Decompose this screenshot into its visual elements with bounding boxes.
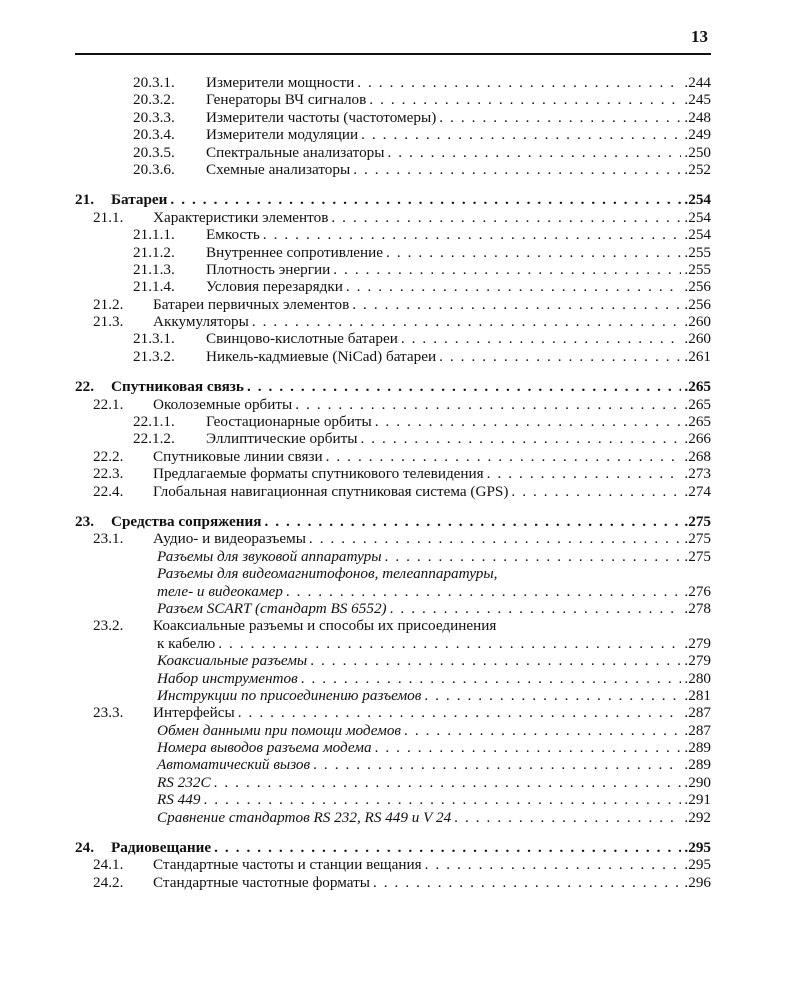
toc-entry-page: .249 <box>684 126 711 144</box>
toc-chapter-entry <box>75 513 711 530</box>
toc-entry <box>75 565 711 582</box>
toc-chapter-entry <box>75 191 711 208</box>
toc-entry-title: Инструкции по присоединению разъемов <box>157 686 422 704</box>
toc-entry-title: Батареи <box>111 191 168 209</box>
dot-leader <box>214 839 681 856</box>
dot-leader <box>286 583 682 600</box>
toc-entry <box>75 296 711 313</box>
toc-entry-title: Внутреннее сопротивление <box>206 243 384 261</box>
dot-leader <box>310 652 681 669</box>
toc-entry-page: .295 <box>684 839 711 857</box>
dot-leader <box>487 465 682 482</box>
toc-entry-number: 21.1.2. <box>133 243 175 261</box>
toc-entry <box>75 244 711 261</box>
toc-entry-number: 23.3. <box>93 704 124 722</box>
toc-entry <box>75 209 711 226</box>
dot-leader <box>170 191 681 208</box>
toc-entry-title: Измерители частоты (частотомеры) <box>206 108 437 126</box>
page-number: 13 <box>691 27 708 46</box>
toc-entry-page: .244 <box>684 74 711 91</box>
toc-entry-number: 23. <box>75 512 94 530</box>
toc-entry-page: .280 <box>684 669 711 687</box>
toc-entry-title: Спектральные анализаторы <box>206 143 385 161</box>
toc-entry-page: .265 <box>684 378 711 396</box>
toc-entry-title: Измерители мощности <box>206 74 355 91</box>
toc-entry-number: 20.3.5. <box>133 143 175 161</box>
toc-entry-number: 22. <box>75 378 94 396</box>
dot-leader <box>424 687 681 704</box>
toc-entry-page: .266 <box>684 430 711 448</box>
toc-entry <box>75 874 711 891</box>
dot-leader <box>263 226 682 243</box>
toc-entry-title: Плотность энергии <box>206 260 331 278</box>
toc-entry <box>75 739 711 756</box>
dot-leader <box>331 209 681 226</box>
toc-entry <box>75 704 711 721</box>
dot-leader <box>439 109 681 126</box>
toc-entry-title: Разъем SCART (стандарт BS 6552) <box>157 599 387 617</box>
toc-entry-page: .261 <box>684 347 711 365</box>
toc-entry-title: Схемные анализаторы <box>206 160 351 178</box>
toc-entry <box>75 548 711 565</box>
toc-entry-page: .287 <box>684 704 711 722</box>
dot-leader <box>333 261 681 278</box>
toc-entry-number: 21.1.3. <box>133 260 175 278</box>
toc-entry-number: 23.2. <box>93 617 124 635</box>
toc-entry-page: .291 <box>684 791 711 809</box>
dot-leader <box>401 330 682 347</box>
toc-entry-page: .265 <box>684 413 711 431</box>
toc-entry-number: 22.3. <box>93 465 124 483</box>
toc-entry-number: 22.1.2. <box>133 430 175 448</box>
toc-entry-page: .268 <box>684 447 711 465</box>
toc-entry-title: Автоматический вызов <box>157 756 311 774</box>
toc-entry-page: .281 <box>684 686 711 704</box>
toc-entry-title: Радиовещание <box>111 839 212 857</box>
toc-entry-number: 22.4. <box>93 482 124 500</box>
toc-entry <box>75 226 711 243</box>
toc-entry-title: Глобальная навигационная спутниковая система (GPS) <box>153 482 509 500</box>
toc-entry <box>75 261 711 278</box>
dot-leader <box>454 809 681 826</box>
toc-entry-page: .255 <box>684 260 711 278</box>
toc-entry-title: Коаксиальные разъемы и способы их присоединения <box>153 617 497 635</box>
toc-entry <box>75 109 711 126</box>
dot-leader <box>357 74 681 91</box>
toc-entry-title: Обмен данными при помощи модемов <box>157 721 402 739</box>
toc-entry <box>75 330 711 347</box>
section-gap <box>75 178 711 191</box>
toc-entry-title: Свинцово-кислотные батареи <box>206 330 398 348</box>
dot-leader <box>386 244 681 261</box>
dot-leader <box>360 430 681 447</box>
toc-entry <box>75 430 711 447</box>
dot-leader <box>247 378 681 395</box>
toc-chapter-entry <box>75 839 711 856</box>
dot-leader <box>353 161 681 178</box>
toc-entry-page: .252 <box>684 160 711 178</box>
toc-entry-page: .275 <box>684 547 711 565</box>
dot-leader <box>238 704 682 721</box>
toc-entry-title: Предлагаемые форматы спутникового телевидения <box>153 465 484 483</box>
toc-entry-page: .273 <box>684 465 711 483</box>
toc-entry <box>75 774 711 791</box>
section-gap <box>75 826 711 839</box>
toc-entry-page: .292 <box>684 808 711 826</box>
toc-entry-title: Коаксиальные разъемы <box>157 652 308 670</box>
toc-entry-title: Набор инструментов <box>157 669 298 687</box>
dot-leader <box>361 126 681 143</box>
toc-entry <box>75 722 711 739</box>
dot-leader <box>387 144 681 161</box>
toc-entry-number: 20.3.4. <box>133 126 175 144</box>
toc-entry <box>75 530 711 547</box>
toc-entry-title: к кабелю <box>157 634 216 652</box>
dot-leader <box>385 548 682 565</box>
toc-entry-title: Стандартные частоты и станции вещания <box>153 856 422 874</box>
toc-entry <box>75 144 711 161</box>
dot-leader <box>203 791 681 808</box>
toc-entry-page: .256 <box>684 295 711 313</box>
toc-entry <box>75 161 711 178</box>
table-of-contents <box>75 74 711 891</box>
toc-entry-page: .278 <box>684 599 711 617</box>
dot-leader <box>264 513 681 530</box>
toc-entry-page: .255 <box>684 243 711 261</box>
toc-entry-title: RS 449 <box>157 791 201 809</box>
toc-entry-page: .254 <box>684 191 711 209</box>
toc-entry-title: Условия перезарядки <box>206 278 343 296</box>
toc-entry-title: Генераторы ВЧ сигналов <box>206 91 367 109</box>
dot-leader <box>218 635 681 652</box>
dot-leader <box>375 739 682 756</box>
toc-entry-title: Сравнение стандартов RS 232, RS 449 и V 24 <box>157 808 452 826</box>
toc-entry-page: .265 <box>684 395 711 413</box>
dot-leader <box>214 774 682 791</box>
toc-entry-title: Спутниковые линии связи <box>153 447 323 465</box>
toc-entry <box>75 448 711 465</box>
toc-entry-page: .256 <box>684 278 711 296</box>
toc-entry-title: теле- и видеокамер <box>157 582 283 600</box>
toc-entry-title: Спутниковая связь <box>111 378 244 396</box>
toc-entry <box>75 483 711 500</box>
toc-entry <box>75 791 711 808</box>
toc-entry-title: Аккумуляторы <box>153 313 249 331</box>
toc-entry-title: Номера выводов разъема модема <box>157 739 372 757</box>
toc-entry-number: 24. <box>75 839 94 857</box>
toc-entry-title: Разъемы для видеомагнитофонов, телеаппаратуры, <box>157 565 498 583</box>
toc-entry <box>75 313 711 330</box>
toc-entry-title: Стандартные частотные форматы <box>153 873 370 891</box>
toc-entry-number: 21.3.1. <box>133 330 175 348</box>
toc-entry <box>75 74 711 91</box>
dot-leader <box>313 756 681 773</box>
toc-entry-title: Никель-кадмиевые (NiCad) батареи <box>206 347 437 365</box>
toc-entry-page: .254 <box>684 226 711 244</box>
section-gap <box>75 365 711 378</box>
toc-entry-page: .274 <box>684 482 711 500</box>
toc-entry-title: Характеристики элементов <box>153 208 329 226</box>
toc-entry <box>75 635 711 652</box>
toc-entry <box>75 126 711 143</box>
dot-leader <box>346 278 682 295</box>
toc-entry-number: 21.3. <box>93 313 124 331</box>
toc-entry-page: .289 <box>684 756 711 774</box>
toc-entry <box>75 348 711 365</box>
toc-entry-number: 20.3.6. <box>133 160 175 178</box>
toc-entry <box>75 652 711 669</box>
toc-entry-title: Средства сопряжения <box>111 512 262 530</box>
toc-entry <box>75 583 711 600</box>
toc-entry-title: Емкость <box>206 226 260 244</box>
toc-entry-title: Околоземные орбиты <box>153 395 293 413</box>
dot-leader <box>352 296 681 313</box>
toc-entry <box>75 756 711 773</box>
section-gap <box>75 500 711 513</box>
dot-leader <box>326 448 682 465</box>
toc-entry-page: .248 <box>684 108 711 126</box>
toc-entry-page: .289 <box>684 739 711 757</box>
toc-entry <box>75 687 711 704</box>
toc-entry-title: Батареи первичных элементов <box>153 295 350 313</box>
header-rule <box>75 53 711 55</box>
toc-entry <box>75 465 711 482</box>
toc-entry <box>75 600 711 617</box>
dot-leader <box>511 483 681 500</box>
toc-entry-number: 24.2. <box>93 873 124 891</box>
toc-entry-page: .260 <box>684 330 711 348</box>
dot-leader <box>252 313 682 330</box>
toc-entry-page: .279 <box>684 634 711 652</box>
dot-leader <box>390 600 682 617</box>
toc-entry-page: .276 <box>684 582 711 600</box>
toc-entry-title: Эллиптические орбиты <box>206 430 358 448</box>
toc-entry-number: 22.1.1. <box>133 413 175 431</box>
toc-entry <box>75 809 711 826</box>
toc-chapter-entry <box>75 378 711 395</box>
toc-entry-page: .250 <box>684 143 711 161</box>
dot-leader <box>375 413 682 430</box>
dot-leader <box>373 874 681 891</box>
toc-entry <box>75 670 711 687</box>
toc-entry-title: Интерфейсы <box>153 704 235 722</box>
toc-entry-number: 21.1. <box>93 208 124 226</box>
toc-entry-number: 22.2. <box>93 447 124 465</box>
dot-leader <box>404 722 681 739</box>
toc-entry-title: Аудио- и видеоразъемы <box>153 530 306 548</box>
toc-entry-number: 20.3.3. <box>133 108 175 126</box>
toc-entry-number: 21.1.1. <box>133 226 175 244</box>
toc-entry <box>75 396 711 413</box>
dot-leader <box>425 856 682 873</box>
dot-leader <box>301 670 682 687</box>
toc-entry-number: 23.1. <box>93 530 124 548</box>
dot-leader <box>295 396 681 413</box>
toc-entry-page: .287 <box>684 721 711 739</box>
dot-leader <box>309 530 682 547</box>
toc-entry-page: .275 <box>684 530 711 548</box>
toc-entry <box>75 856 711 873</box>
toc-entry <box>75 617 711 634</box>
toc-entry-title: Измерители модуляции <box>206 126 359 144</box>
toc-entry-number: 20.3.1. <box>133 74 175 91</box>
toc-entry-number: 22.1. <box>93 395 124 413</box>
toc-entry-page: .254 <box>684 208 711 226</box>
dot-leader <box>439 348 681 365</box>
toc-entry-page: .260 <box>684 313 711 331</box>
toc-entry-page: .275 <box>684 512 711 530</box>
toc-entry <box>75 91 711 108</box>
toc-entry-title: Разъемы для звуковой аппаратуры <box>157 547 382 565</box>
toc-entry <box>75 413 711 430</box>
toc-entry <box>75 278 711 295</box>
toc-entry-title: RS 232C <box>157 773 211 791</box>
dot-leader <box>369 91 681 108</box>
toc-entry-number: 21.2. <box>93 295 124 313</box>
toc-entry-page: .295 <box>684 856 711 874</box>
toc-entry-number: 21.1.4. <box>133 278 175 296</box>
toc-entry-number: 24.1. <box>93 856 124 874</box>
toc-entry-page: .279 <box>684 652 711 670</box>
toc-entry-number: 20.3.2. <box>133 91 175 109</box>
toc-entry-title: Геостационарные орбиты <box>206 413 372 431</box>
toc-entry-number: 21. <box>75 191 94 209</box>
toc-entry-number: 21.3.2. <box>133 347 175 365</box>
toc-entry-page: .290 <box>684 773 711 791</box>
toc-entry-page: .296 <box>684 873 711 891</box>
toc-entry-page: .245 <box>684 91 711 109</box>
